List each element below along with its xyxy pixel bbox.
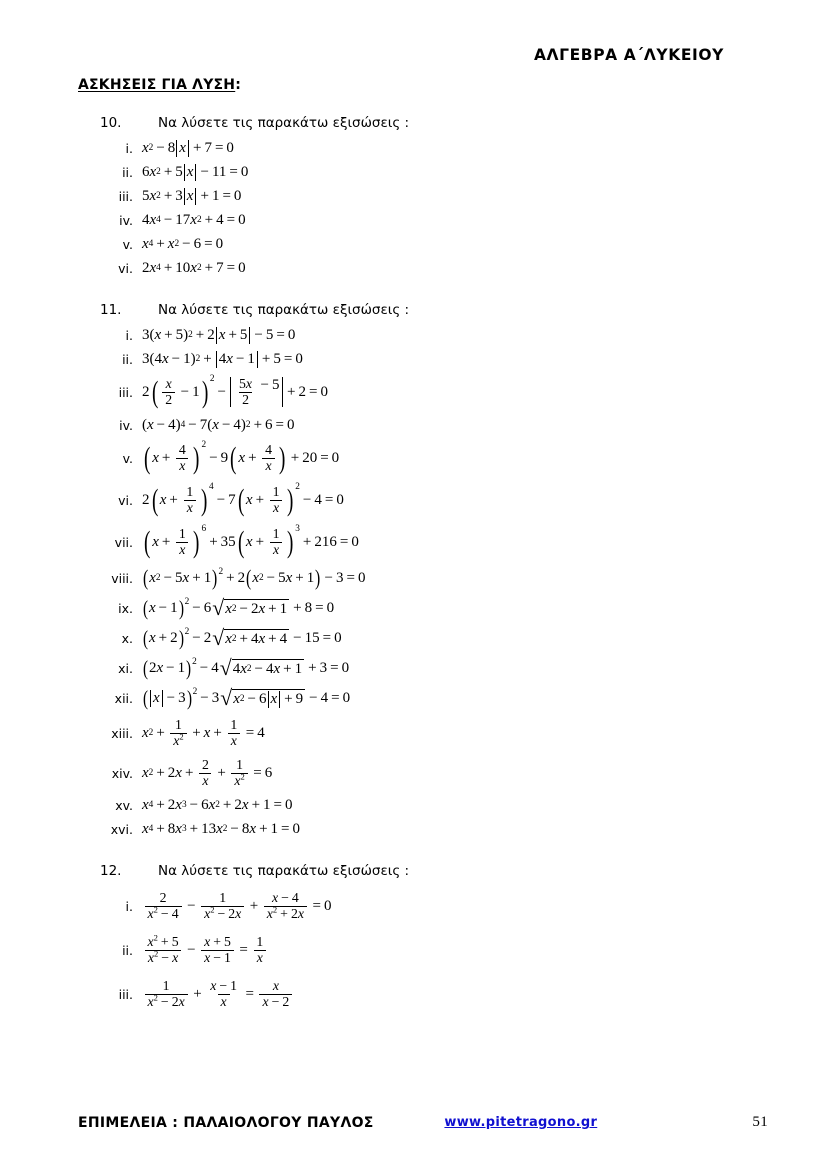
item-marker: xiv. [111,765,133,781]
list-item [78,563,750,593]
list-item [78,184,750,208]
item-marker: iv. [119,417,133,433]
equation-11-i: 3( x + 5) 2 + 2 x + 5 − 5 = 0 [142,326,296,343]
list-item [78,479,750,521]
exercise-11-header [78,302,750,318]
equation-10-v: x 4 + x 2 − 6 = 0 [142,235,224,252]
exercise-12 [78,863,750,1016]
item-marker: i. [125,898,133,914]
exercise-12-items [78,884,750,1016]
item-marker: iv. [119,212,133,228]
equation-12-ii: $\frac{x^2 + 5}{x^2 - x}$ − $\frac{x + 5}{x - 1}$ = $\frac{1}{x}$ [142,935,269,965]
equation-11-iv: ( x − 4) 4 − 7( x − 4) 2 + 6 = 0 [142,416,295,433]
section-heading-label: ΑΣΚΗΣΕΙΣ ΓΙΑ ΛΥΣΗ [78,77,236,93]
item-marker: iii. [118,384,133,400]
list-item [78,623,750,653]
item-marker: viii. [111,570,133,586]
section-heading-colon: : [235,77,242,93]
equation-11-vi: 2 ( x + $\frac{1}{x}$ ) 4 − 7 ( x + $\frac{1}{x}$ ) 2 − 4 = 0 [142,482,344,517]
equation-11-viii: ( x 2 − 5 x + 1 ) 2 + 2 ( x 2 − 5 x + 1 ) − 3 = 0 [143,566,366,590]
page-footer [78,1114,768,1131]
footer-credit: ΕΠΙΜΕΛΕΙΑ : ΠΑΛΑΙΟΛΟΓΟΥ ΠΑΥΛΟΣ [78,1114,374,1131]
list-item [78,817,750,841]
exercise-10-number: 10. [100,115,122,131]
item-marker: ii. [122,164,133,180]
list-item [78,232,750,256]
item-marker: vi. [118,492,133,508]
equation-11-xiii: x 2 + $\frac{1}{x^2}$ + x + $\frac{1}{x}$ = 4 [142,717,265,748]
radical: √ x 2 + 4 x + 4 [212,625,288,650]
radical: √ 4 x 2 − 4 x + 1 [219,655,303,680]
equation-10-i: x 2 − 8 x + 7 = 0 [142,139,234,156]
list-item [78,437,750,479]
list-item [78,413,750,437]
equation-11-vii: ( x + $\frac{1}{x}$ ) 6 + 35 ( x + $\frac{1}{x}$ ) 3 + 216 = 0 [143,524,359,559]
item-marker: iii. [118,986,133,1002]
exercise-11-prompt: Να λύσετε τις παρακάτω εξισώσεις : [158,302,410,318]
list-item [78,793,750,817]
item-marker: v. [122,236,133,252]
exercise-10 [78,115,750,280]
page-number: 51 [752,1114,768,1130]
equation-11-iii: 2 ( $\frac{x}{2}$ − 1 ) 2 − $\frac{5x}{2}$ − 5 + 2 = 0 [142,374,328,409]
list-item [78,347,750,371]
equation-11-x: ( x + 2 ) 2 − 2 √ x 2 + 4 x + 4 − 15 = 0 [142,625,342,650]
exercise-11 [78,302,750,841]
list-item [78,256,750,280]
list-item [78,593,750,623]
item-marker: i. [125,327,133,343]
equation-11-ix: ( x − 1 ) 2 − 6 √ x 2 − 2 x + 1 + 8 = 0 [142,595,335,620]
list-item [78,928,750,972]
equation-11-xiv: x 2 + 2 x + $\frac{2}{x}$ + $\frac{1}{x^2}$ = 6 [142,757,273,788]
exercise-10-header [78,115,750,131]
list-item [78,884,750,928]
equation-11-xii: ( x − 3 ) 2 − 3 √ x 2 − 6 x + 9 − 4 = 0 [142,685,351,710]
list-item [78,653,750,683]
radical: √ x 2 − 2 x + 1 [212,595,288,620]
item-marker: xii. [114,690,133,706]
list-item [78,136,750,160]
equation-10-iii: 5 x 2 + 3 x + 1 = 0 [142,187,242,204]
exercise-12-header [78,863,750,879]
exercise-11-number: 11. [100,302,122,318]
item-marker: xv. [115,797,133,813]
equation-11-ii: 3(4 x − 1) 2 + 4 x − 1 + 5 = 0 [142,350,303,367]
item-marker: vi. [118,260,133,276]
exercise-10-items [78,136,750,280]
footer-website-link[interactable]: www.pitetragono.gr [444,1115,598,1130]
exercise-12-prompt: Να λύσετε τις παρακάτω εξισώσεις : [158,863,410,879]
equation-12-iii: $\frac{1}{x^2 - 2x}$ + $\frac{x - 1}{x}$ = $\frac{x}{x - 2}$ [142,979,295,1009]
item-marker: vii. [114,534,133,550]
item-marker: x. [121,630,133,646]
equation-11-xv: x 4 + 2 x 3 − 6 x 2 + 2 x + 1 = 0 [142,796,293,813]
exercise-11-items [78,323,750,841]
item-marker: ii. [122,351,133,367]
equation-11-xvi: x 4 + 8 x 3 + 13 x 2 − 8 x + 1 = 0 [142,820,300,837]
list-item [78,160,750,184]
list-item [78,713,750,753]
radical: √ x 2 − 6 x + 9 [220,685,304,710]
item-marker: xvi. [110,821,133,837]
list-item [78,208,750,232]
section-heading [78,77,750,93]
item-marker: v. [122,450,133,466]
list-item [78,371,750,413]
equation-12-i: $\frac{2}{x^2 - 4}$ − $\frac{1}{x^2 - 2x}$ + $\frac{x - 4}{x^2 + 2x}$ = 0 [142,891,331,921]
item-marker: iii. [118,188,133,204]
equation-10-iv: 4 x 4 − 17 x 2 + 4 = 0 [142,211,246,228]
exercise-10-prompt: Να λύσετε τις παρακάτω εξισώσεις : [158,115,410,131]
item-marker: xiii. [111,725,133,741]
course-title: ΑΛΓΕΒΡΑ Α΄ΛΥΚΕΙΟΥ [533,46,724,64]
list-item [78,323,750,347]
equation-11-xi: ( 2 x − 1 ) 2 − 4 √ 4 x 2 − 4 x + 1 + 3 = 0 [142,655,350,680]
item-marker: ii. [122,942,133,958]
list-item [78,521,750,563]
list-item [78,683,750,713]
list-item [78,753,750,793]
item-marker: xi. [118,660,133,676]
item-marker: i. [125,140,133,156]
equation-10-ii: 6 x 2 + 5 x − 11 = 0 [142,163,249,180]
exercise-12-number: 12. [100,863,122,879]
equation-11-v: ( x + $\frac{4}{x}$ ) 2 − 9 ( x + $\frac{4}{x}$ ) + 20 = 0 [143,440,340,475]
equation-10-vi: 2 x 4 + 10 x 2 + 7 = 0 [142,259,246,276]
list-item [78,972,750,1016]
item-marker: ix. [118,600,133,616]
